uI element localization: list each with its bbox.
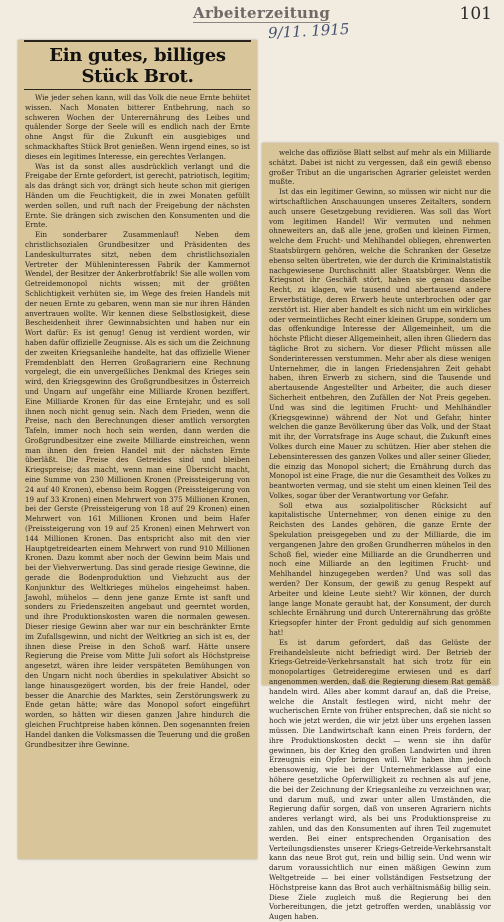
right-column-text [262, 143, 498, 922]
paragraph: welche das offiziöse Blatt selbst auf mehr als ein Milliarde schätzt. Dabei ist nicht zu vergessen, daß ein gewiß ebenso großer Tribut an die ungarischen Agrarier geleistet werden mußte. [269, 148, 491, 187]
paragraph: Soll etwa aus sozialpolitischer Rücksicht auf kapitalistische Unternehmer, von denen einige zu den Reichsten des Landes gehören, die ganze Ernte der Spekulation preisgegeben und zu der Milliarde, die im vergangenen Jahre den großen Grundherren mühelos in den Schoß fiel, wieder eine Milliarde an die Grundherren und noch eine Milliarde an den legitimen Frucht- und Mehlhandel hinzugegeben werden? Und was soll das werden? Der Konsum, der gewiß zu genug Respekt auf Arbeiter und kleine Leute sieht? Wir können, der durch lange lange Monate geraubt hat, der Konsument, der durch schlechte Ernährung und durch Unterernährung das größte Kriegsopfer hinter der Front geduldig auf sich genommen hat! [269, 500, 491, 638]
paragraph: Wie jeder sehen kann, will das Volk die neue Ernte behütet wissen. Nach Monaten bitterer Entbehrung, nach so schweren Wochen der Unterernährung des Leibes und quälender Sorge der Seele will es endlich nach der Ernte ohne Angst für die Zukunft ein ausgiebiges und schmackhaftes Stück Brot genießen. Wenn irgend eines, so ist dieses ein legitimes Interesse, ein gerechtes Verlangen. [25, 93, 250, 161]
article-headline: Ein gutes, billiges Stück Brot. [24, 40, 251, 90]
clipping-right-column [262, 143, 498, 922]
paragraph: Ist das ein legitimer Gewinn, so müssen wir nicht nur die wirtschaftlichen Anschauungen unseres Zeitalters, sondern auch unsere Gesetzgebung revidieren. Was soll das Wort vom legitimen Handel! Wir vermuten und nehmen ohneweiters an, daß alle jene, großen und kleinen Firmen, welche dem Frucht- und Mehlhandel obliegen, ehrenwerten Staatsbürgern gehören, welche die Schranken der Gesetze ebenso selten übertreten, wie der durch die Kriminalstatistik nachgewiesene Durchschnitt aller Staatsbürger. Wenn die Kriegsnot ihr Geschäft stört, haben sie genau dasselbe Recht, zu klagen, wie tausend und abertausend andere Erwerbstätige, deren Erwerb heute unterbrochen oder gar zerstört ist. Hier aber handelt es sich nicht um ein wirkliches oder vermeintliches Recht einer kleinen Gruppe, sondern um das offenkundige Interesse der Allgemeinheit, um die höchste Pflicht dieser Allgemeinheit, allen ihren Gliedern das tägliche Brot zu sichern. Vor dieser Pflicht müssen alle Sonderinteressen verstummen. Mehr aber als diese wenigen Unternehmer, die in langen Friedensjahren Zeit gehabt haben, ihren Erwerb zu sichern, sind die Tausende und abertausende Angestellter und Arbeiter, die auch dieser Sicherheit entbehren, den Zufällen der Not Preis gegeben. Und was sind die legitimen Frucht- und Mehlhändler (Kriegsgewinne) während der Not und Gefahr, hinter welchen die ganze Bevölkerung über das Volk, und der Staat mit ihr, der Vorratsfrage ins Auge schaut, die Zukunft eines Volkes durch eine Mauer zu schützen. Hier aber stehen die Lebensinteressen des ganzen Volkes und aller seiner Glieder, die einzig das Monopol sichert; die Ernährung durch das Monopol ist eine Frage, die nur die Gesamtheit des Volkes zu beantworten vermag, und sie steht um einen kleinen Teil des Volkes, sogar über der Verantwortung vor Gefahr. [269, 187, 491, 500]
paragraph: Ein sonderbarer Zusammenlauf! Neben dem christlichsozialen Grundbesitzer und Präsidenten des Landeskulturrates sitzt, neben dem christlichsozialen Vertreter der Mühleninteressen Fabrik der Kammernot Wendel, der Besitzer der Ankerbrotfabrik! Sie alle wollen vom Getreidemonopol nichts wissen; mit der größten Schlichtigkeit verhüten sie, im Wege des freien Handels mit der neuen Ernte zu gebaren, wenn man sie nur ihren Händen anvertrauen wollte. Wir kennen diese Selbstlosigkeit, diese Bescheidenheit ihrer Gewinnabsichten und haben nur ein Wort dafür: Es ist genug! Genug ist verdient worden, wir haben dafür offizielle Zeugnisse. Als es sich um die Zeichnung der zweiten Kriegsanleihe handelte, hat das offizielle Wiener Fremdenblatt den Herren Großagrariern eine Rechnung vorgelegt, die ein unvergeßliches Denkmal des Krieges sein wird, den Kriegsgewinn des Großgrundbesitzes in Österreich und Ungarn auf ungefähr eine Milliarde Kronen beziffert. Eine Milliarde Kronen für das eine Erntejahr, und es soll ihnen noch nicht genug sein. Nach dem Frieden, wenn die Preise, nach den Berechnungen dieser amtlich versorgten Tafeln, immer noch hoch sein werden, dann werden die Großgrundbesitzer eine zweite Milliarde einstreichen, wenn man ihnen den freien Handel mit der nächsten Ernte überläßt. Die Preise des Getreides sind und bleiben Kriegspreise; das macht, wenn man eine Übersicht macht, eine Summe von 230 Millionen Kronen (Preissteigerung von 24 auf 40 Kronen), ebenso beim Roggen (Preissteigerung von 19 auf 33 Kronen) einen Mehrwert von 375 Millionen Kronen, bei der Gerste (Preissteigerung von 18 auf 29 Kronen) einen Mehrwert von 161 Millionen Kronen und beim Hafer (Preissteigerung von 19 auf 25 Kronen) einen Mehrwert von 144 Millionen Kronen. Das entspricht also mit den vier Hauptgetreidearten einem Mehrwert von rund 910 Millionen Kronen. Dazu kommt aber noch der Gewinn beim Mais und bei der Viehverwertung. Das sind gerade riesige Gewinne, die gerade die Bodenproduktion und Viehzucht aus der Konjunktur des Weltkrieges mühelos eingeheimst haben. Jawohl, mühelos — denn jene ganze Ernte ist sanft und sonders zu Friedenszeiten angebaut und geerntet worden, und ihre Produktionskosten waren die normalen gewesen. Dieser riesige Gewinn aber war nur ein beschränkter Ernte im Zufallsgewinn, und nicht der Weltkrieg an sich ist es, der ihnen diese Preise in den Schoß warf. Hätte unsere Regierung die Preise vom Mitte Juli sofort als Höchstpreise angesetzt, wären ihre leider verspäteten Bemühungen von den Ungarn nicht noch überdies in spekulativer Absicht so lange hinausgezögert worden, bis der freie Handel, oder besser die Anarchie des Marktes, sein Zerstörungswerk zu Ende getan hätte; wäre das Monopol sofort eingeführt worden, so hätten wir diesen ganzen Jahre hindurch die gleichen Fruchtpreise haben können. Den sogenannten freien Handel danken die Volksmassen die Teuerung und die großen Grundbesitzer ihre Gewinne. [25, 230, 250, 749]
newspaper-name: Arbeiterzeitung [193, 4, 331, 22]
clipping-left-column [18, 40, 257, 859]
handwritten-date: 9/11. 1915 [267, 19, 350, 43]
paragraph: Es ist darum gefordert, daß das Gelüste der Freihandelsleute nicht befriedigt wird. Der Betrieb der Kriegs-Getreide-Verkehrsanstalt hat sich trotz für ein monopolartiges Getreideregime erwiesen und es darf angenommen werden, daß die Regierung diesem Rat gemäß handeln wird. Alles aber kommt darauf an, daß die Preise, welche die Anstalt festlegen wird, nicht mehr der wucherischen Ernte von früher entsprechen, daß sie nicht so hoch wie jetzt werden, die wir jetzt über uns ergehen lassen müssen. Die Landwirtschaft kann einen Preis fordern, der ihre Produktionskosten deckt — wenn sie ihn dafür gewinnen, bis der Krieg den großen Landwirten und ihren Erzeugnis ein Opfer bringen will. Wir haben ihm jedoch ebensowenig, wie bei der Unternehmerklasse auf eine höhere gesetzliche Opferwilligkeit zu rechnen als auf jene, die bei der Zeichnung der Kriegsanleihe zu verzeichnen war, und darum muß, und zwar unter allen Umständen, die Regierung dafür sorgen, daß von unseren Agrariern nichts anderes verlangt wird, als bei uns Produktionspreise zu zahlen, und das den Konsumenten auf ihren Teil zugemutet werden. Bei einer entsprechenden Organisation des Verteilungsdienstes unserer Kriegs-Getreide-Verkehrsanstalt kann das neue Brot gut, rein und billig sein. Und wenn wir darum voraussichtlich nur einen mäßigen Gewinn zum Weltgetreide — bei einer vollständigen Festsetzung der Höchstpreise kann das Brot auch verhältnismäßig billig sein. Diese Ziele zugleich muß die Regierung bei den Vorbereitungen, die jetzt getroffen werden, unablässig vor Augen haben. [269, 637, 491, 922]
paragraph: Was ist da sonst alles ausdrücklich verlangt und die Freigabe der Ernte gefordert, ist gerecht, patriotisch, legitim; als das drängt sich vor, drängt sich heute schon mit gierigen Händen um die Feuchtigkeit, die in zwei Monaten gefüllt werden sollen, und ruft nach der Freigebung der nächsten Ernte. Sie drängen sich zwischen den Konsumenten und die Ernte. [25, 161, 250, 230]
page-number: 101 [459, 4, 492, 24]
left-column-text [18, 93, 257, 749]
